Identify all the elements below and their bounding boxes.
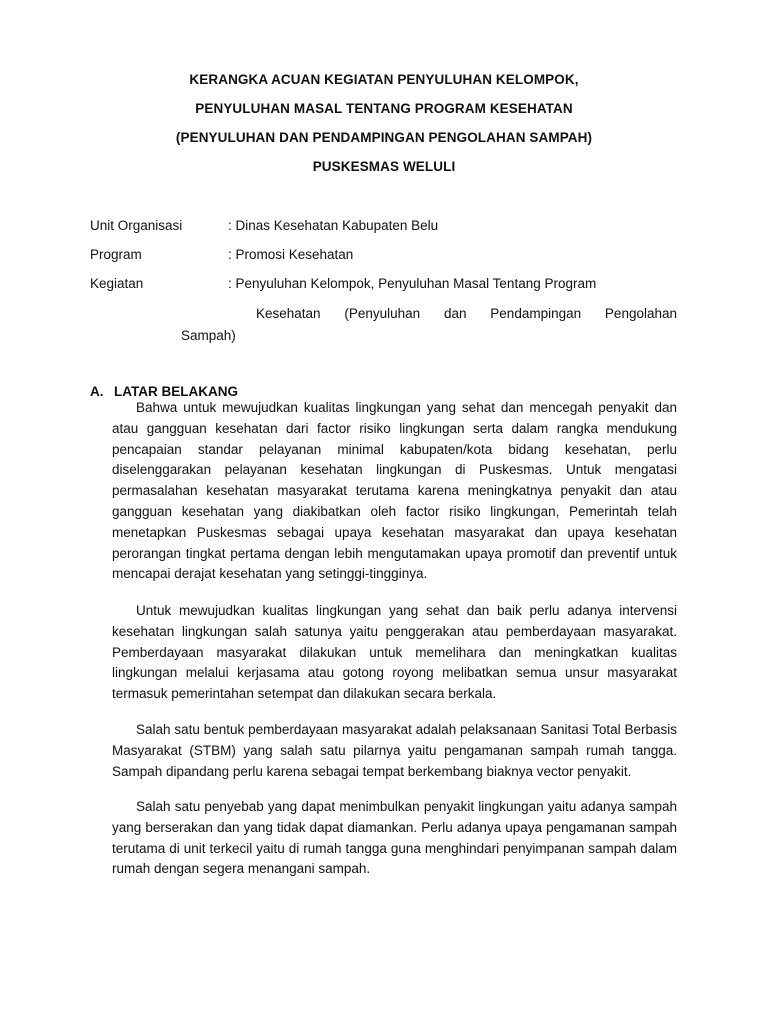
unit-organisasi-label: Unit Organisasi [90, 218, 183, 233]
unit-organisasi-value: : Dinas Kesehatan Kabupaten Belu [228, 218, 439, 233]
paragraph-4: Salah satu penyebab yang dapat menimbulkan penyakit lingkungan yaitu adanya sampah yang berserakan dan yang tidak dapat diamankan. Perlu adanya upaya pengamanan sampah terutama di unit terkecil yaitu di rumah tangga guna menghindari penyimpanan sampah dalam rumah dengan segera menangani sampah. [112, 799, 677, 877]
paragraph-3: Salah satu bentuk pemberdayaan masyarakat adalah pelaksanaan Sanitasi Total Berbasis Masyarakat (STBM) yang salah satu pilarnya yaitu pengamanan sampah rumah tangga. Sampah dipandang perlu karena sebagai tempat berkembang biaknya vector penyakit. [112, 722, 677, 779]
title-line-3: (PENYULUHAN DAN PENDAMPINGAN PENGOLAHAN SAMPAH) [175, 130, 593, 145]
paragraph-2: Untuk mewujudkan kualitas lingkungan yang sehat dan baik perlu adanya intervensi kesehatan lingkungan salah satunya yaitu penggerakan atau pemberdayaan masyarakat. Pemberdayaan masyarakat dilakukan untuk memelihara dan meningkatkan kualitas lingkungan melalui kerjasama atau gotong royong melibatkan semua unsur masyarakat termasuk pemerintahan setempat dan dilakukan secara berkala. [112, 603, 677, 702]
section-a-title: LATAR BELAKANG [114, 384, 238, 399]
kegiatan-label: Kegiatan [90, 276, 144, 291]
title-line-2: PENYULUHAN MASAL TENTANG PROGRAM KESEHATAN [195, 101, 573, 116]
kegiatan-continuation-1: Kesehatan (Penyuluhan dan Pendampingan Pengolahan [256, 306, 677, 321]
title-line-1: KERANGKA ACUAN KEGIATAN PENYULUHAN KELOMPOK, [189, 72, 579, 87]
section-a-letter: A. [90, 384, 104, 399]
kegiatan-value: : Penyuluhan Kelompok, Penyuluhan Masal Tentang Program [228, 276, 597, 291]
section-a-heading [90, 384, 238, 399]
kegiatan-continuation-2: Sampah) [181, 328, 236, 343]
paragraph-1: Bahwa untuk mewujudkan kualitas lingkungan yang sehat dan mencegah penyakit dan atau gangguan kesehatan dari factor risiko lingkungan serta dalam rangka mendukung pencapaian standar pelayanan minimal kabupaten/kota bidang kesehatan, perlu diselenggarakan pelayanan kesehatan lingkungan di Puskesmas. Untuk mengatasi permasalahan kesehatan masyarakat terutama karena meningkatnya penyakit dan atau gangguan kesehatan yang diakibatkan oleh factor risiko lingkungan, Pemerintah telah menetapkan Puskesmas sebagai upaya kesehatan masyarakat dan upaya kesehatan perorangan tingkat pertama dengan lebih mengutamakan upaya promotif dan preventif untuk mencapai derajat kesehatan yang setinggi-tingginya. [112, 400, 677, 582]
title-line-4: PUSKESMAS WELULI [312, 159, 456, 174]
program-label: Program [90, 247, 142, 262]
program-value: : Promosi Kesehatan [228, 247, 354, 262]
